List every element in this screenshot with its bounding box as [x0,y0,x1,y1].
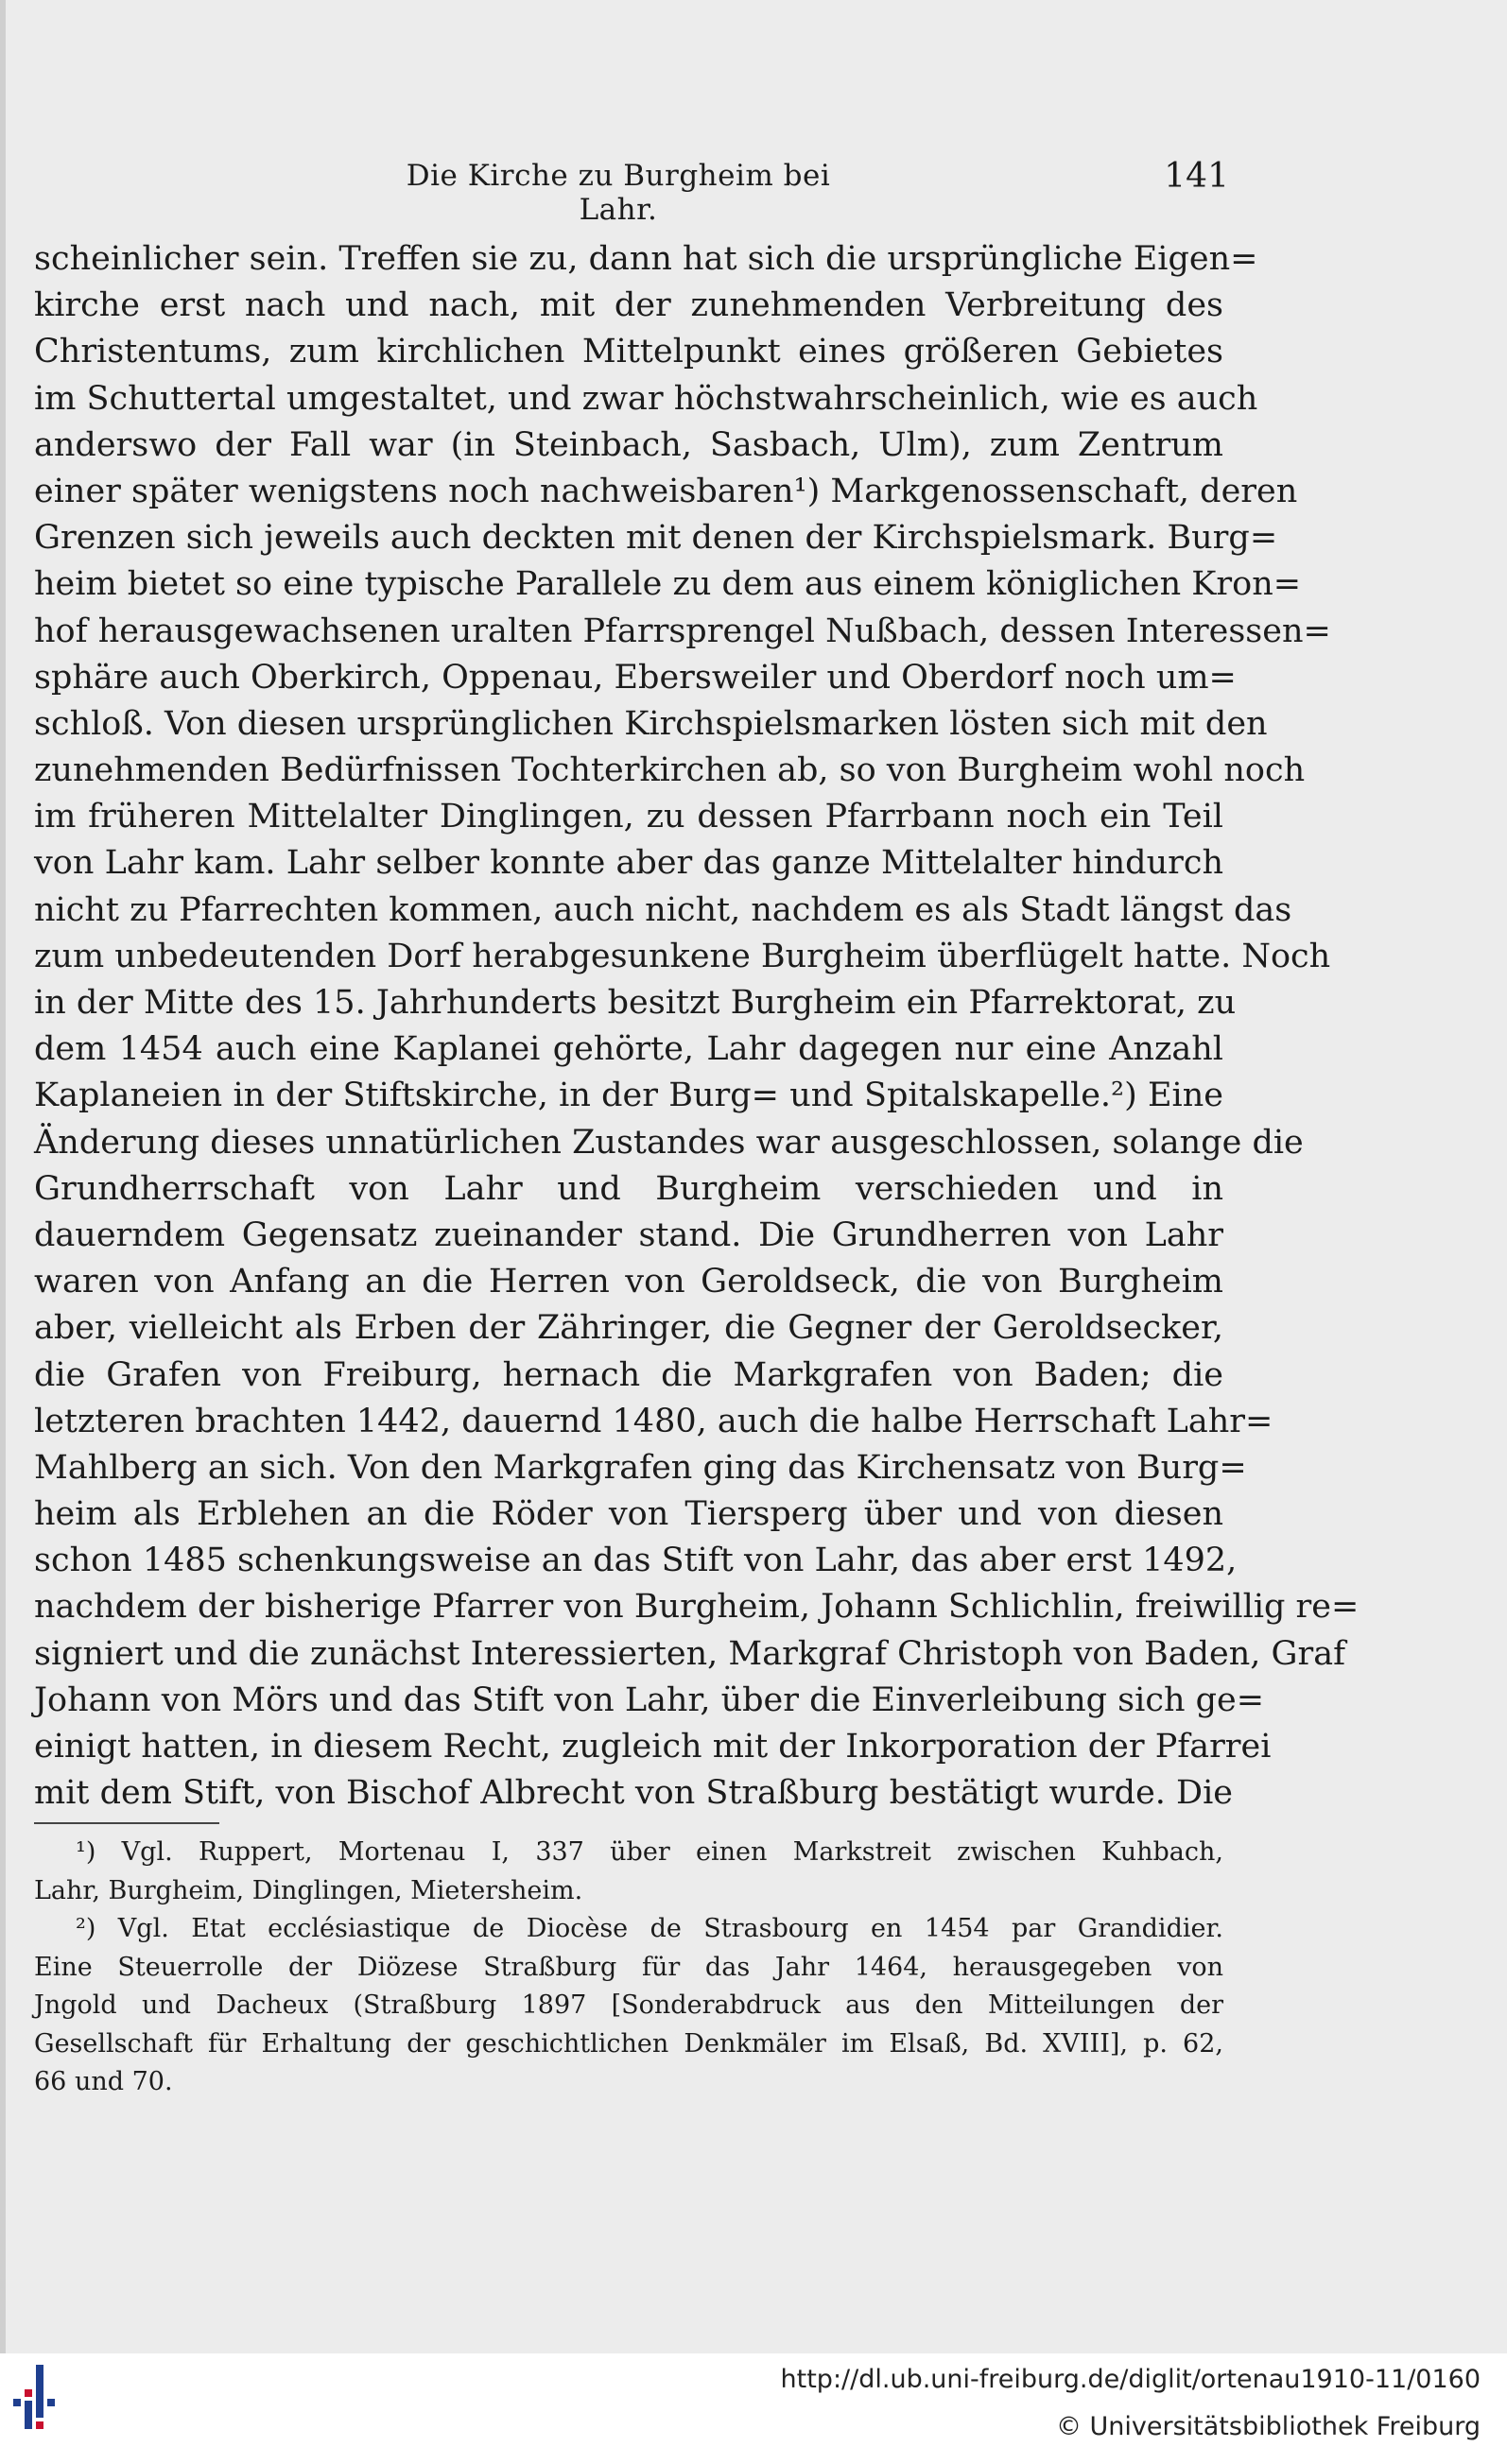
text-line: einigt hatten, in diesem Recht, zugleich mit der Inkorporation der Pfarrei [34,1728,1272,1766]
text-line: scheinlicher sein. Treffen sie zu, dann hat sich die ursprüngliche Eigen= [34,240,1258,278]
footnote-rule [34,1822,219,1824]
text-line: schloß. Von diesen ursprünglichen Kirchspielsmarken lösten sich mit den [34,704,1268,743]
text-line: die Grafen von Freiburg, hernach die Markgrafen von Baden; die [34,1355,1223,1394]
text-line: heim bietet so eine typische Parallele zu dem aus einem königlichen Kron= [34,565,1302,604]
text-line: nachdem der bisherige Pfarrer von Burgheim, Johann Schlichlin, freiwillig re= [34,1588,1360,1627]
text-line: kirche erst nach und nach, mit der zunehmenden Verbreitung des [34,286,1223,325]
footnote-line: 66 und 70. [34,2067,173,2096]
footnote-line: Jngold und Dacheux (Straßburg 1897 [Sonderabdruck aus den Mitteilungen der [34,1990,1223,2020]
ub-freiburg-logo-icon [13,2363,55,2440]
text-line: Johann von Mörs und das Stift von Lahr, über die Einverleibung sich ge= [34,1680,1265,1719]
page-edge [0,0,6,2353]
footnote-line: Lahr, Burgheim, Dinglingen, Mietersheim. [34,1875,583,1905]
text-line: schon 1485 schenkungsweise an das Stift von Lahr, das aber erst 1492, [34,1542,1238,1580]
footnote-line: ²) Vgl. Etat ecclésiastique de Diocèse de Strasbourg en 1454 par Grandidier. [76,1914,1223,1943]
text-line: im Schuttertal umgestaltet, und zwar höchstwahrscheinlich, wie es auch [34,379,1258,418]
footnote-line: ¹) Vgl. Ruppert, Mortenau I, 337 über einen Markstreit zwischen Kuhbach, [76,1837,1223,1867]
copyright-notice: © Universitätsbibliothek Freiburg [1055,2412,1481,2441]
text-line: heim als Erblehen an die Röder von Tiersperg über und von diesen [34,1495,1223,1534]
text-line: waren von Anfang an die Herren von Geroldseck, die von Burgheim [34,1263,1223,1301]
text-line: von Lahr kam. Lahr selber konnte aber das ganze Mittelalter hindurch [34,844,1223,883]
source-url-link[interactable]: http://dl.ub.uni-freiburg.de/diglit/ortenau1910-11/0160 [780,2365,1481,2394]
text-line: zum unbedeutenden Dorf herabgesunkene Burgheim überflügelt hatte. Noch [34,937,1331,975]
running-head [0,157,1507,227]
text-line: mit dem Stift, von Bischof Albrecht von Straßburg bestätigt wurde. Die [34,1774,1234,1813]
text-line: einer später wenigstens noch nachweisbaren¹) Markgenossenschaft, deren [34,472,1298,510]
text-line: letzteren brachten 1442, dauernd 1480, auch die halbe Herrschaft Lahr= [34,1402,1273,1440]
text-line: Kaplaneien in der Stiftskirche, in der Burg= und Spitalskapelle.²) Eine [34,1077,1223,1115]
text-line: signiert und die zunächst Interessierten, Markgraf Christoph von Baden, Graf [34,1634,1346,1673]
running-title: Die Kirche zu Burgheim bei Lahr. [406,159,831,227]
text-line: im früheren Mittelalter Dinglingen, zu dessen Pfarrbann noch ein Teil [34,798,1223,836]
text-line: Änderung dieses unnatürlichen Zustandes war ausgeschlossen, solange die [34,1123,1304,1162]
text-line: dauerndem Gegensatz zueinander stand. Die Grundherren von Lahr [34,1215,1223,1254]
footnote-line: Eine Steuerrolle der Diözese Straßburg für das Jahr 1464, herausgegeben von [34,1952,1223,1982]
text-line: Christentums, zum kirchlichen Mittelpunkt eines größeren Gebietes [34,333,1223,371]
text-line: nicht zu Pfarrechten kommen, auch nicht, nachdem es als Stadt längst das [34,890,1292,929]
body-text [34,236,1360,1817]
text-line: dem 1454 auch eine Kaplanei gehörte, Lahr dagegen nur eine Anzahl [34,1030,1223,1069]
text-line: Grundherrschaft von Lahr und Burgheim verschieden und in [34,1169,1223,1208]
text-line: aber, vielleicht als Erben der Zähringer, die Gegner der Geroldsecker, [34,1309,1223,1348]
text-line: sphäre auch Oberkirch, Oppenau, Ebersweiler und Oberdorf noch um= [34,658,1237,697]
text-line: anderswo der Fall war (in Steinbach, Sasbach, Ulm), zum Zentrum [34,425,1223,464]
text-line: hof herausgewachsenen uralten Pfarrsprengel Nußbach, dessen Interessen= [34,612,1331,650]
footnotes [34,1834,1223,2102]
footnote-line: Gesellschaft für Erhaltung der geschichtlichen Denkmäler im Elsaß, Bd. XVIII], p. 62, [34,2028,1223,2059]
text-line: Grenzen sich jeweils auch deckten mit denen der Kirchspielsmark. Burg= [34,519,1278,558]
text-line: Mahlberg an sich. Von den Markgrafen ging das Kirchensatz von Burg= [34,1448,1247,1487]
page-number: 141 [1164,157,1229,196]
text-line: in der Mitte des 15. Jahrhunderts besitzt Burgheim ein Pfarrektorat, zu [34,984,1237,1022]
text-line: zunehmenden Bedürfnissen Tochterkirchen ab, so von Burgheim wohl noch [34,751,1306,790]
